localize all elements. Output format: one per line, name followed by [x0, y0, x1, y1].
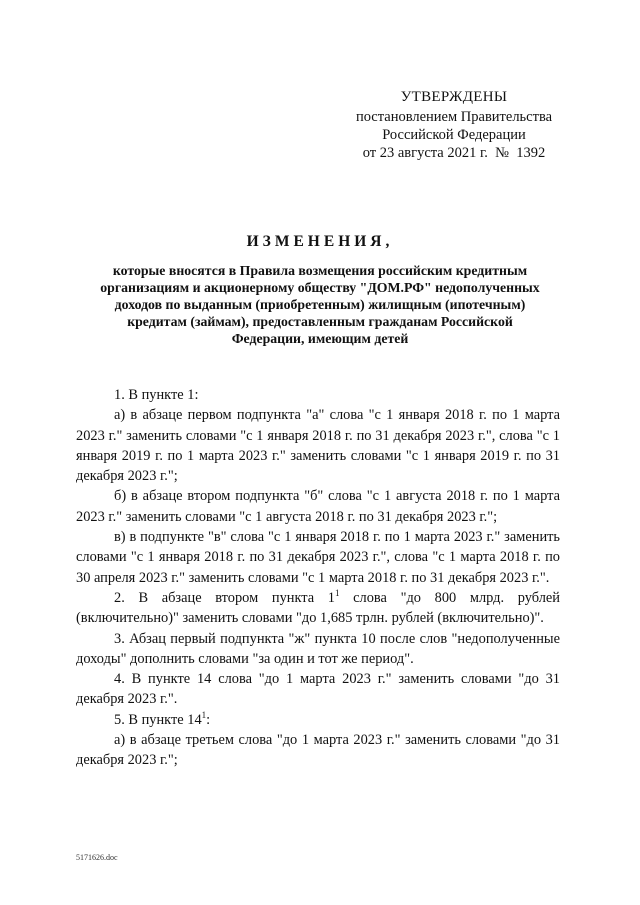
- paragraph-text: 5. В пункте 14: [114, 711, 202, 728]
- paragraph-text: 4. В пункте 14 слова "до 1 марта 2023 г." заменить словами "до 31 декабря 2023 г.".: [76, 671, 560, 708]
- paragraph: [76, 629, 560, 670]
- paragraph-text: слова "до 800 млрд. рублей (включительно)" заменить словами "до 1,685 трлн. рублей (включительно)".: [76, 589, 560, 627]
- document-title: ИЗМЕНЕНИЯ,: [246, 233, 394, 250]
- paragraph-text: а) в абзаце первом подпункта "а" слова "с 1 января 2018 г. по 1 марта 2023 г." заменить словами "с 1 января 2018 г. по 31 декабря 2023 г.", слова "с 1 января 2019 г. по 1 марта 2023 г." заменить словами "с 1 января 2019 г. по 31 декабря 2023 г.";: [76, 407, 560, 485]
- paragraph-text: а) в абзаце третьем слова "до 1 марта 2023 г." заменить словами "до 31 декабря 2023 г.";: [76, 732, 560, 769]
- paragraph-text: 2. В абзаце втором пункта 1: [114, 589, 335, 606]
- paragraph: [76, 385, 560, 405]
- approval-line: Российской Федерации: [382, 127, 526, 143]
- paragraph-text: в) в подпункте "в" слова "с 1 января 2018 г. по 1 марта 2023 г." заменить словами "с 1 января 2018 г. по 31 декабря 2023 г.", слова "с 1 марта 2018 г. по 30 апреля 2023 г." заменить словами "с 1 марта 2018 г. по 31 декабря 2023 г.".: [76, 529, 560, 586]
- file-name-footer: 5171626.doc: [76, 853, 118, 862]
- paragraph: [76, 730, 560, 771]
- approval-line: постановлением Правительства: [355, 109, 553, 125]
- document-body: [76, 385, 560, 771]
- paragraph: [76, 710, 560, 730]
- paragraph-text: :: [206, 711, 211, 728]
- paragraph-text: б) в абзаце втором подпункта "б" слова "с 1 августа 2018 г. по 1 марта 2023 г." заменить словами "с 1 августа 2018 г. по 31 декабря 2023 г.";: [76, 488, 560, 525]
- paragraph: [76, 405, 560, 486]
- approval-block: [340, 88, 568, 162]
- paragraph: [76, 486, 560, 527]
- paragraph-text: 3. Абзац первый подпункта "ж" пункта 10 после слов "недополученные доходы" дополнить словами "за один и тот же период".: [76, 630, 560, 667]
- approval-title: УТВЕРЖДЕНЫ: [400, 89, 508, 105]
- approval-date-number: от 23 августа 2021 г. № 1392: [362, 145, 546, 161]
- document-subtitle: которые вносятся в Правила возмещения российским кредитным организациям и акционерному обществу "ДОМ.РФ" недополученных доходов по выданным (приобретенным) жилищным (ипотечным) кредитам (займам), предоставленным гражданам Российской Федерации, имеющим детей: [100, 263, 540, 346]
- paragraph: [76, 588, 560, 629]
- paragraph: [76, 527, 560, 588]
- paragraph-text: 1. В пункте 1:: [114, 387, 199, 403]
- superscript: 1: [334, 588, 340, 599]
- paragraph: [76, 669, 560, 710]
- superscript: 1: [201, 709, 207, 720]
